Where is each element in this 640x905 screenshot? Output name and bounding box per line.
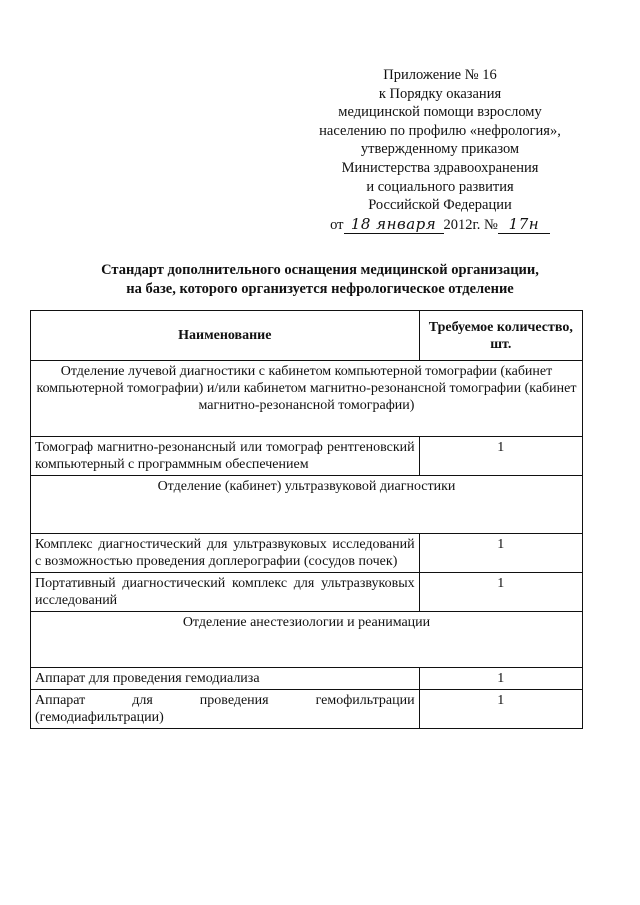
header-qty: Требуемое количество, шт.	[419, 311, 582, 361]
item-qty: 1	[419, 534, 582, 573]
table-row	[31, 668, 583, 690]
document-title	[40, 261, 600, 299]
table-row	[31, 573, 583, 612]
section-row	[31, 612, 583, 668]
section-title: Отделение анестезиологии и реанимации	[31, 612, 583, 668]
appendix-line: медицинской помощи взрослому	[338, 104, 542, 121]
title-line-1: Стандарт дополнительного оснащения медицинской организации,	[101, 262, 539, 278]
item-qty: 1	[419, 690, 582, 729]
handwritten-order-number: 17н	[498, 215, 550, 235]
section-row	[31, 361, 583, 437]
order-year-text: 2012г. №	[443, 216, 498, 233]
item-name: Аппарат для проведения гемофильтрации (гемодиафильтрации)	[31, 690, 420, 729]
appendix-line: Министерства здравоохранения	[341, 159, 539, 176]
item-qty: 1	[419, 437, 582, 476]
appendix-line: утвержденному приказом	[360, 141, 520, 158]
section-title: Отделение лучевой диагностики с кабинетом компьютерной томографии (кабинет компьютерной томографии) и/или кабинетом магнитно-резонансной томографии (кабинет магнитно-резонансной томографии)	[31, 361, 583, 437]
section-row	[31, 476, 583, 534]
item-name: Аппарат для проведения гемодиализа	[31, 668, 420, 690]
appendix-header	[300, 66, 580, 234]
order-date-line	[300, 215, 580, 235]
table-row	[31, 534, 583, 573]
item-name: Томограф магнитно-резонансный или томограф рентгеновский компьютерный с программным обеспечением	[31, 437, 420, 476]
header-name: Наименование	[31, 311, 420, 361]
section-title: Отделение (кабинет) ультразвуковой диагностики	[31, 476, 583, 534]
appendix-line: Приложение № 16	[383, 67, 497, 83]
appendix-line: и социального развития	[366, 178, 514, 195]
table-row	[31, 690, 583, 729]
handwritten-date: 18 января	[344, 215, 444, 235]
item-name: Комплекс диагностический для ультразвуковых исследований с возможностью проведения доплерографии (сосудов почек)	[31, 534, 420, 573]
table-header-row	[31, 311, 583, 361]
appendix-line: Российской Федерации	[368, 197, 512, 214]
table-row	[31, 437, 583, 476]
item-name: Портативный диагностический комплекс для ультразвуковых исследований	[31, 573, 420, 612]
equipment-table	[30, 310, 583, 729]
item-qty: 1	[419, 573, 582, 612]
order-date-prefix: от	[330, 216, 344, 233]
title-line-2: на базе, которого организуется нефрологическое отделение	[126, 281, 514, 297]
appendix-line: населению по профилю «нефрология»,	[319, 122, 561, 139]
item-qty: 1	[419, 668, 582, 690]
appendix-line: к Порядку оказания	[378, 85, 502, 102]
